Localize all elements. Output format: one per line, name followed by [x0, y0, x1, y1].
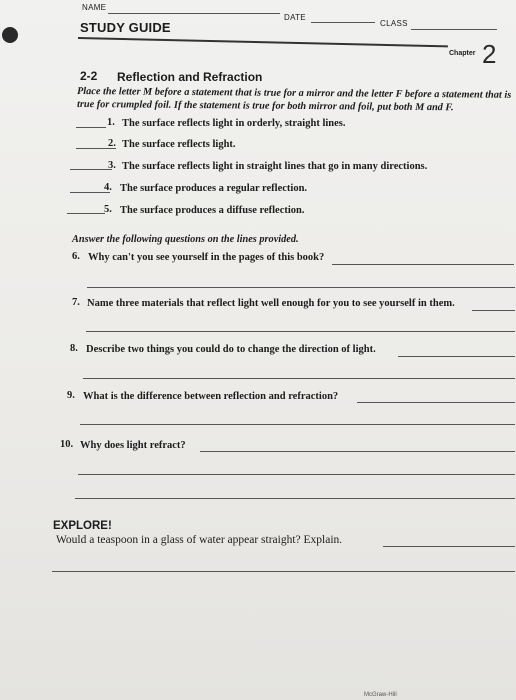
answer-line-6b[interactable]	[87, 287, 515, 288]
question-8-text: Describe two things you could do to change the direction of light.	[86, 344, 376, 355]
name-label: NAME	[82, 3, 107, 12]
statement-2-number: 2.	[108, 138, 116, 149]
statement-1-number: 1.	[107, 117, 115, 128]
explore-question: Would a teaspoon in a glass of water appear straight? Explain.	[56, 534, 343, 546]
answer-line-7b[interactable]	[86, 331, 515, 332]
explore-answer-line-b[interactable]	[52, 571, 515, 572]
section-number: 2-2	[80, 69, 98, 83]
statement-1-text: The surface reflects light in orderly, straight lines.	[122, 118, 346, 129]
date-label: DATE	[284, 13, 306, 22]
answer-line-8a[interactable]	[398, 356, 515, 357]
publisher-mark: McGraw-Hill	[364, 692, 397, 698]
answer-line-7a[interactable]	[472, 310, 515, 311]
answer-line-6a[interactable]	[332, 264, 514, 265]
statement-3-number: 3.	[108, 160, 116, 171]
statement-5-number: 5.	[104, 204, 112, 215]
instructions-line-1: Place the letter M before a statement that is true for a mirror and the letter F before a statement that is	[76, 86, 512, 101]
question-9-text: What is the difference between reflection and refraction?	[83, 391, 339, 402]
answer-line-10a[interactable]	[200, 451, 515, 452]
question-10-number: 10.	[60, 439, 74, 450]
class-line[interactable]	[411, 29, 497, 30]
class-label: CLASS	[380, 19, 408, 28]
binder-hole	[2, 27, 18, 43]
explore-answer-line-a[interactable]	[383, 546, 515, 547]
question-6-text: Why can't you see yourself in the pages of this book?	[88, 252, 325, 263]
chapter-number: 2	[482, 39, 497, 69]
questions-instructions: Answer the following questions on the lines provided.	[72, 234, 299, 245]
question-10-text: Why does light refract?	[80, 440, 186, 451]
chapter-label: Chapter	[449, 50, 476, 57]
name-line[interactable]	[108, 13, 280, 14]
explore-heading: EXPLORE!	[53, 520, 112, 532]
statement-5-text: The surface produces a diffuse reflection.	[120, 205, 305, 216]
answer-line-10b[interactable]	[78, 474, 515, 475]
question-7-number: 7.	[72, 297, 80, 308]
instructions-line-2: true for crumpled foil. If the statement is true for both mirror and foil, put both M and F.	[76, 99, 454, 114]
answer-line-9a[interactable]	[357, 402, 515, 403]
statement-3-text: The surface reflects light in straight lines that go in many directions.	[122, 161, 428, 172]
answer-line-8b[interactable]	[83, 378, 515, 379]
answer-blank-3[interactable]	[70, 169, 112, 170]
page-title: STUDY GUIDE	[80, 20, 171, 35]
statement-4-number: 4.	[104, 182, 112, 193]
question-6-number: 6.	[72, 251, 80, 262]
title-rule	[78, 37, 448, 47]
question-7-text: Name three materials that reflect light well enough for you to see yourself in them.	[87, 298, 455, 309]
date-line[interactable]	[311, 22, 375, 23]
answer-line-9b[interactable]	[80, 424, 515, 425]
question-8-number: 8.	[70, 343, 78, 354]
section-title: Reflection and Refraction	[117, 70, 263, 84]
answer-line-10c[interactable]	[75, 498, 515, 499]
answer-blank-5[interactable]	[67, 213, 105, 214]
statement-4-text: The surface produces a regular reflection.	[120, 183, 308, 194]
question-9-number: 9.	[67, 390, 75, 401]
answer-blank-1[interactable]	[76, 127, 106, 128]
statement-2-text: The surface reflects light.	[122, 139, 236, 150]
